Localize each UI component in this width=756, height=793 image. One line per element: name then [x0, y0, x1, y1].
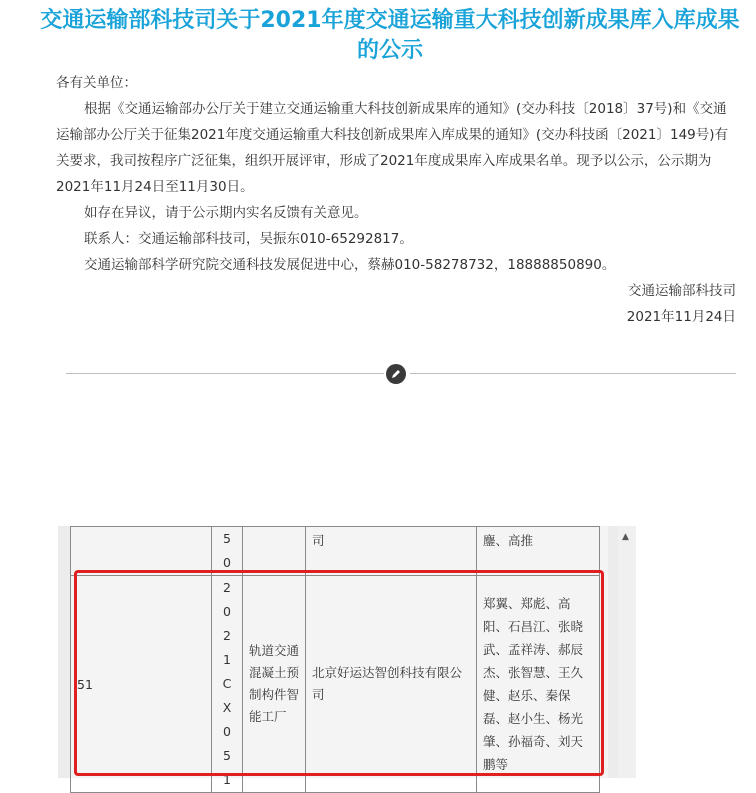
code-char: 5: [223, 531, 231, 546]
code-char: X: [222, 700, 232, 715]
pen-icon: [386, 364, 406, 384]
code-char: 2: [223, 580, 231, 595]
notice-body: [56, 70, 736, 330]
cell-organization: 北京好运达智创科技有限公司: [306, 576, 477, 793]
scroll-up-arrow-icon[interactable]: ▲: [622, 532, 629, 542]
code-char: 1: [223, 772, 231, 787]
code-char: 1: [223, 652, 231, 667]
highlight-box: [74, 570, 604, 776]
code-char: 2: [223, 628, 231, 643]
cell-people: 郑翼、郑彪、高阳、石昌江、张晓武、孟祥涛、郝辰杰、张智慧、王久健、赵乐、秦保磊、赵小生、杨光肇、孙福奇、刘天鹏等: [477, 576, 600, 793]
divider-line-left: [66, 373, 384, 374]
code-char: 0: [223, 555, 231, 570]
cell-code-prev: [212, 527, 243, 576]
code-char: C: [222, 676, 232, 691]
code-char: 5: [223, 748, 231, 763]
code-char: 0: [223, 604, 231, 619]
table-row-prev: [71, 527, 600, 576]
paragraph-contact-1: 联系人：交通运输部科技司，吴振东010-65292817。: [84, 231, 413, 247]
vertical-scrollbar[interactable]: [618, 526, 636, 778]
paragraph-objection: 如存在异议，请于公示期内实名反馈有关意见。: [84, 205, 368, 221]
divider-line-right: [410, 373, 736, 374]
cell-org-prev: 司: [306, 527, 477, 576]
cell-name-prev: [243, 527, 306, 576]
signature-org: 交通运输部科技司: [628, 283, 736, 299]
cell-index: 51: [71, 576, 212, 793]
salutation: 各有关单位：: [56, 75, 137, 91]
code-char: 0: [223, 724, 231, 739]
paragraph-basis: 根据《交通运输部办公厅关于建立交通运输重大科技创新成果库的通知》(交办科技〔2018〕37号)和《交通运输部办公厅关于征集2021年度交通运输重大科技创新成果库入库成果的通知》(交办科技函〔2021〕149号)有关要求，我司按程序广泛征集，组织开展评审，形成了2021年度成果库入库成果名单。现予以公示，公示期为2021年11月24日至11月30日。: [56, 101, 729, 195]
paragraph-contact-2: 交通运输部科学研究院交通科技发展促进中心，蔡赫010-58278732，18888850890。: [84, 257, 616, 273]
cell-index-prev: [71, 527, 212, 576]
cell-people-prev: 鏖、高推: [477, 527, 600, 576]
signature-date: 2021年11月24日: [626, 309, 736, 325]
cell-achievement-name: 轨道交通混凝土预制构件智能工厂: [243, 576, 306, 793]
page-title: 交通运输部科技司关于2021年度交通运输重大科技创新成果库入库成果的公示: [40, 8, 740, 63]
